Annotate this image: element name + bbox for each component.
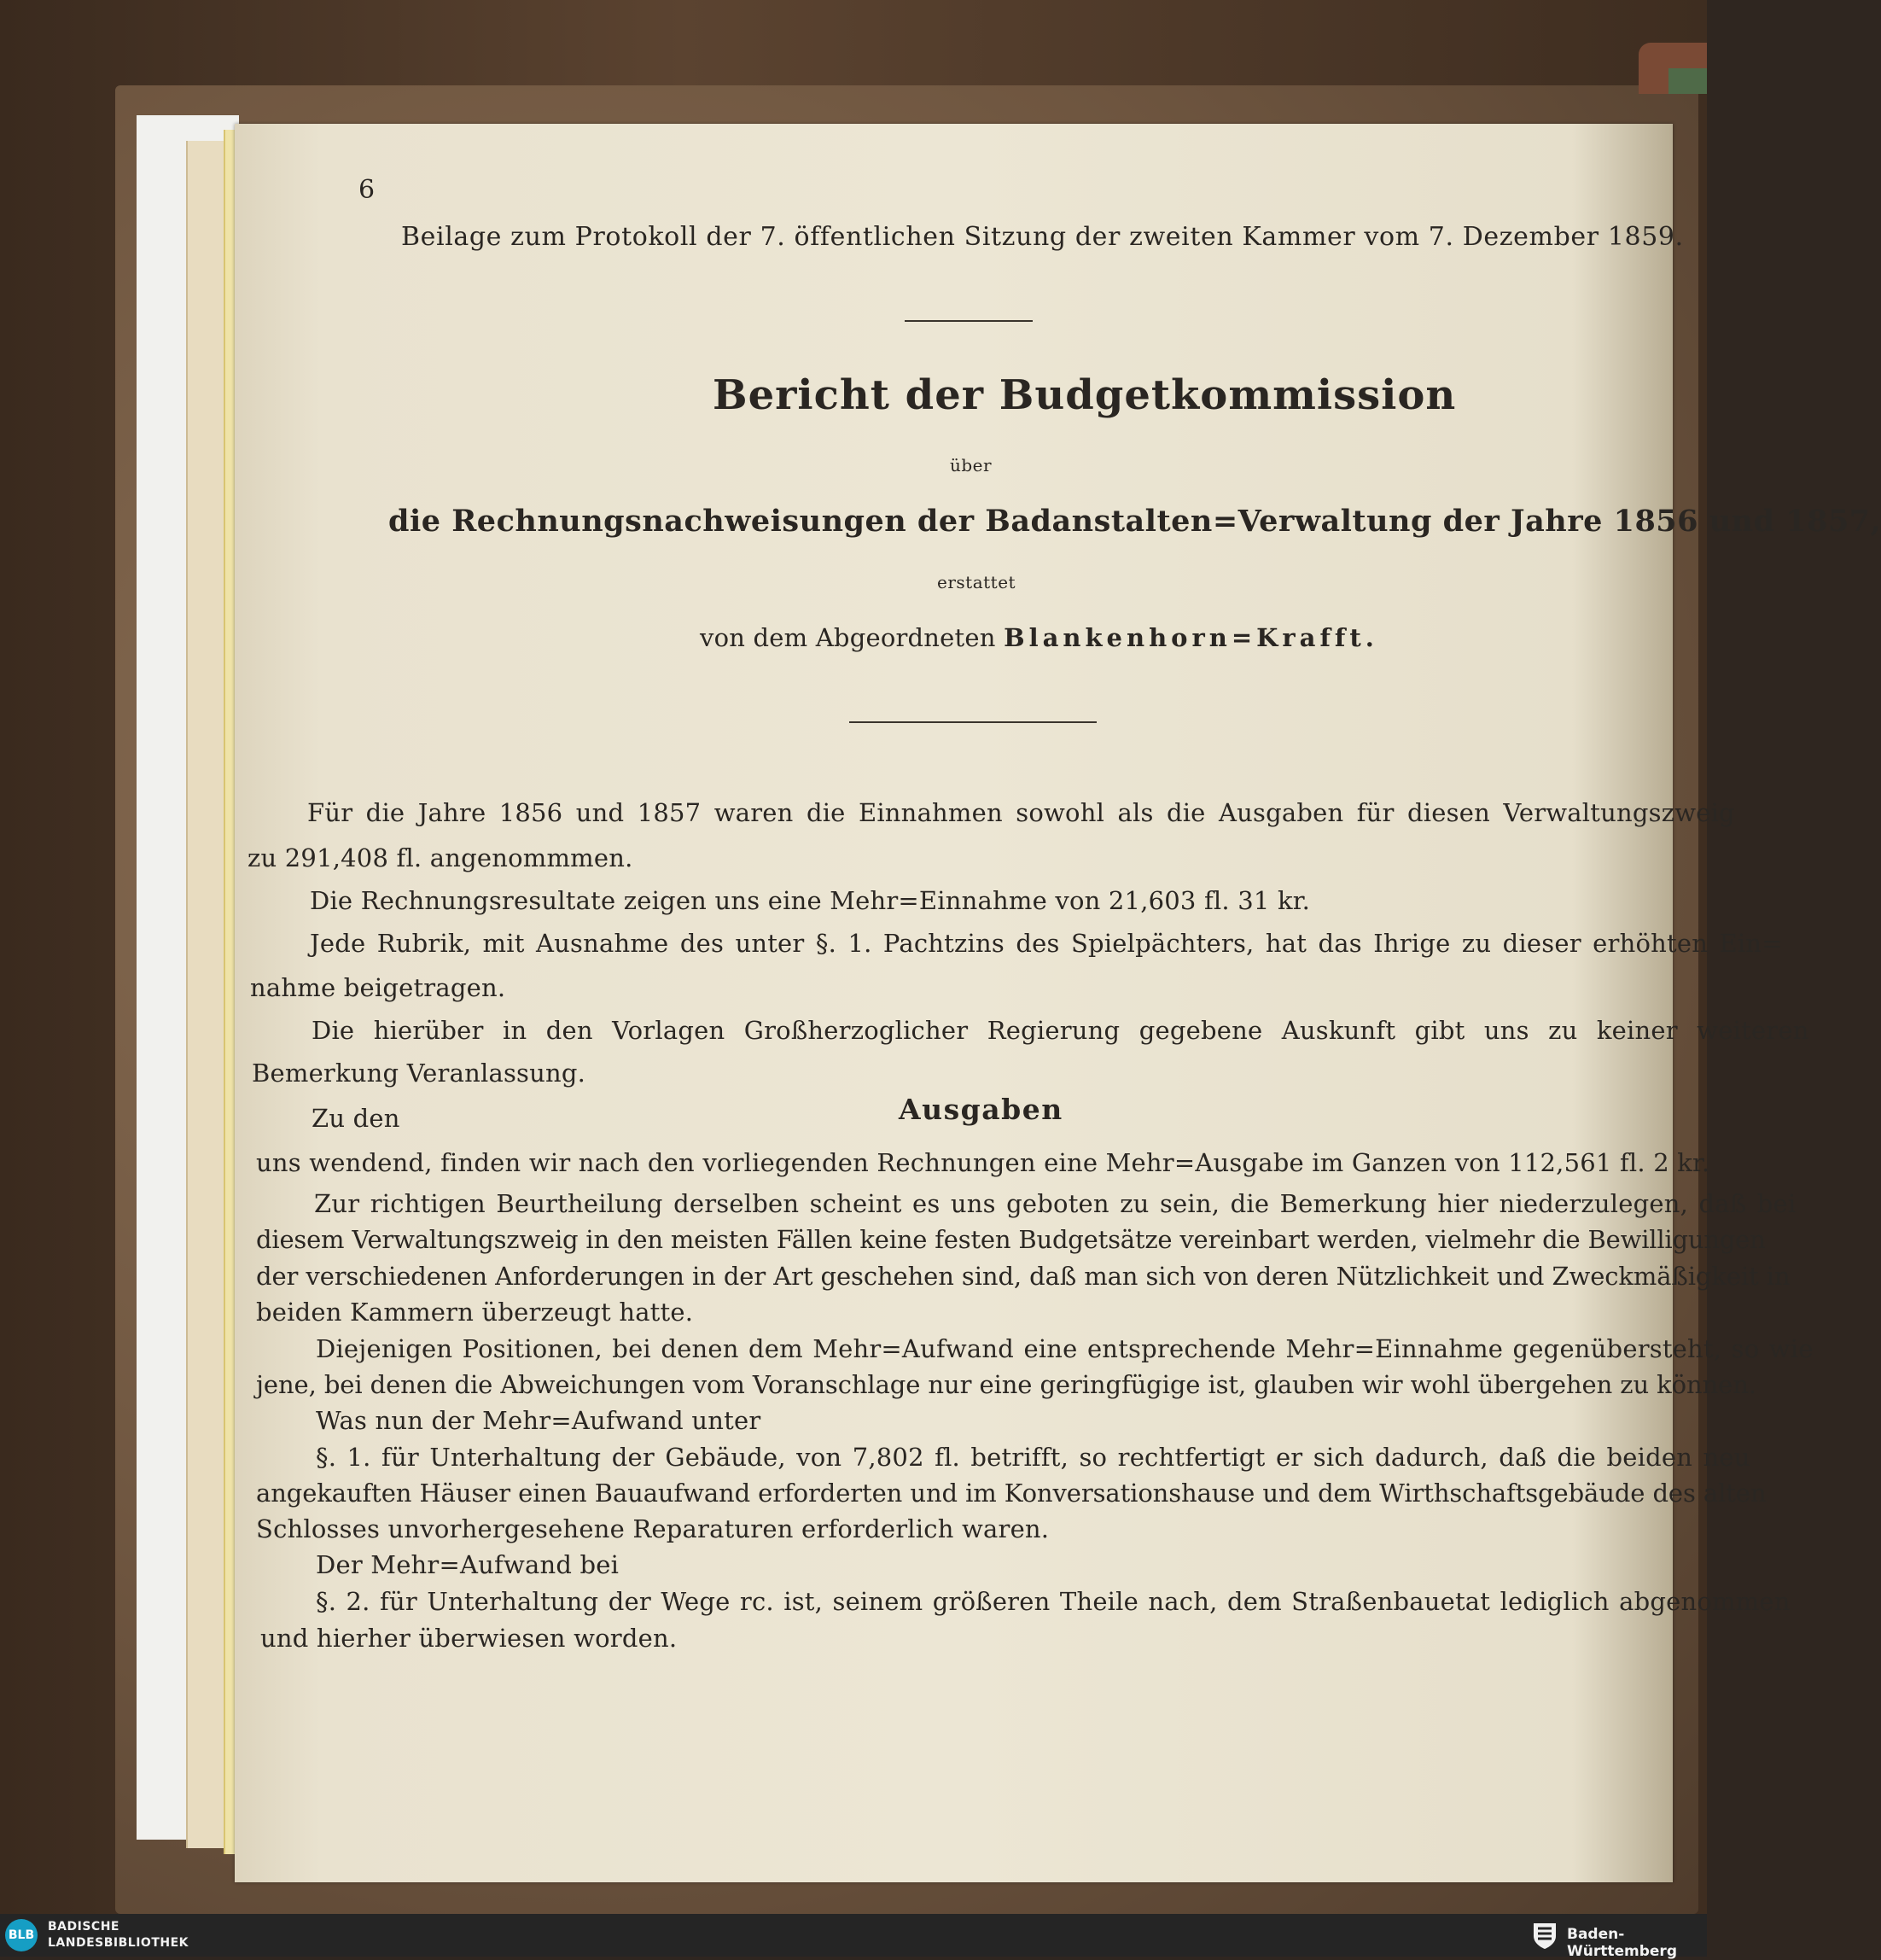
body-line: beiden Kammern überzeugt hatte. — [256, 1298, 694, 1327]
body-line: Schlosses unvorhergesehene Reparaturen erforderlich waren. — [256, 1514, 1050, 1543]
body-line: Bemerkung Veranlassung. — [252, 1059, 586, 1088]
body-line: Jede Rubrik, mit Ausnahme des unter §. 1. Pachtzins des Spielpächters, hat das Ihrige zu dieser erhöhten Ein= — [310, 929, 1783, 958]
body-line: nahme beigetragen. — [250, 973, 506, 1002]
state-crest-icon[interactable] — [1530, 1921, 1559, 1950]
report-title: Bericht der Budgetkommission — [713, 371, 1457, 419]
body-line: Diejenigen Positionen, bei denen dem Mehr=Aufwand eine entsprechende Mehr=Einnahme gegenübersteht, so wie — [316, 1334, 1814, 1363]
erstattet-label: erstattet — [937, 572, 1016, 592]
body-line: Die Rechnungsresultate zeigen uns eine Mehr=Einnahme von 21,603 fl. 31 kr. — [310, 886, 1311, 915]
body-line: §. 2. für Unterhaltung der Wege rc. ist, seinem größeren Theile nach, dem Straßenbauetat lediglich abgenommen — [316, 1587, 1791, 1616]
section-heading: Ausgaben — [899, 1093, 1063, 1126]
body-line: der verschiedenen Anforderungen in der Art geschehen sind, daß man sich von deren Nützlichkeit und Zweckmäßigkeit in — [256, 1262, 1791, 1291]
body-line: Was nun der Mehr=Aufwand unter — [316, 1406, 761, 1435]
author-name: Blankenhorn=Krafft. — [1004, 623, 1378, 652]
body-line: jene, bei denen die Abweichungen vom Voranschlage nur eine geringfügige ist, glauben wir wohl übergehen zu können. — [256, 1370, 1756, 1399]
body-line: Zu den — [312, 1104, 400, 1133]
author-prefix: von dem Abgeordneten — [700, 623, 1005, 652]
divider-bottom — [849, 721, 1097, 723]
body-line: und hierher überwiesen worden. — [260, 1624, 678, 1653]
body-line: uns wendend, finden wir nach den vorliegenden Rechnungen eine Mehr=Ausgabe im Ganzen von 112,561 fl. 2 kr. — [256, 1148, 1710, 1177]
body-line: Zur richtigen Beurtheilung derselben scheint es uns geboten zu sein, die Bemerkung hier niederzulegen, daß bei — [314, 1189, 1797, 1218]
state-name[interactable]: Baden-Württemberg — [1567, 1926, 1677, 1960]
library-name[interactable] — [48, 1919, 189, 1951]
report-subtitle: die Rechnungsnachweisungen der Badanstalten=Verwaltung der Jahre 1856 und 1857, — [388, 504, 1881, 539]
body-line: Die hierüber in den Vorlagen Großherzoglicher Regierung gegebene Auskunft gibt uns zu keiner weiteren — [312, 1016, 1809, 1045]
document-page — [235, 124, 1881, 1882]
author-line — [700, 623, 1378, 652]
viewer-footer — [0, 1914, 1707, 1960]
library-name-line2: LANDESBIBLIOTHEK — [48, 1936, 189, 1950]
library-name-line1: BADISCHE — [48, 1920, 119, 1934]
body-line: angekauften Häuser einen Bauaufwand erforderten und im Konversationshause und dem Wirthschaftsgebäude des alten — [256, 1479, 1767, 1508]
body-line: §. 1. für Unterhaltung der Gebäude, von 7,802 fl. betrifft, so rechtfertigt er sich dadurch, daß die beiden neu — [316, 1443, 1750, 1472]
body-line: zu 291,408 fl. angenommmen. — [248, 843, 633, 872]
body-line: Der Mehr=Aufwand bei — [316, 1550, 620, 1579]
body-line: Für die Jahre 1856 und 1857 waren die Einnahmen sowohl als die Ausgaben für diesen Verwaltungszweig — [307, 798, 1735, 827]
page-number: 6 — [358, 175, 376, 205]
cover-corner-green — [1668, 68, 1707, 94]
body-line: diesem Verwaltungszweig in den meisten Fällen keine festen Budgetsätze vereinbart werden, vielmehr die Bewilligungen — [256, 1225, 1766, 1254]
divider-top — [905, 320, 1033, 322]
blb-logo[interactable]: BLB — [5, 1919, 38, 1951]
title-uber: über — [950, 455, 993, 475]
supplement-line: Beilage zum Protokoll der 7. öffentlichen Sitzung der zweiten Kammer vom 7. Dezember 1859. — [401, 222, 1684, 252]
